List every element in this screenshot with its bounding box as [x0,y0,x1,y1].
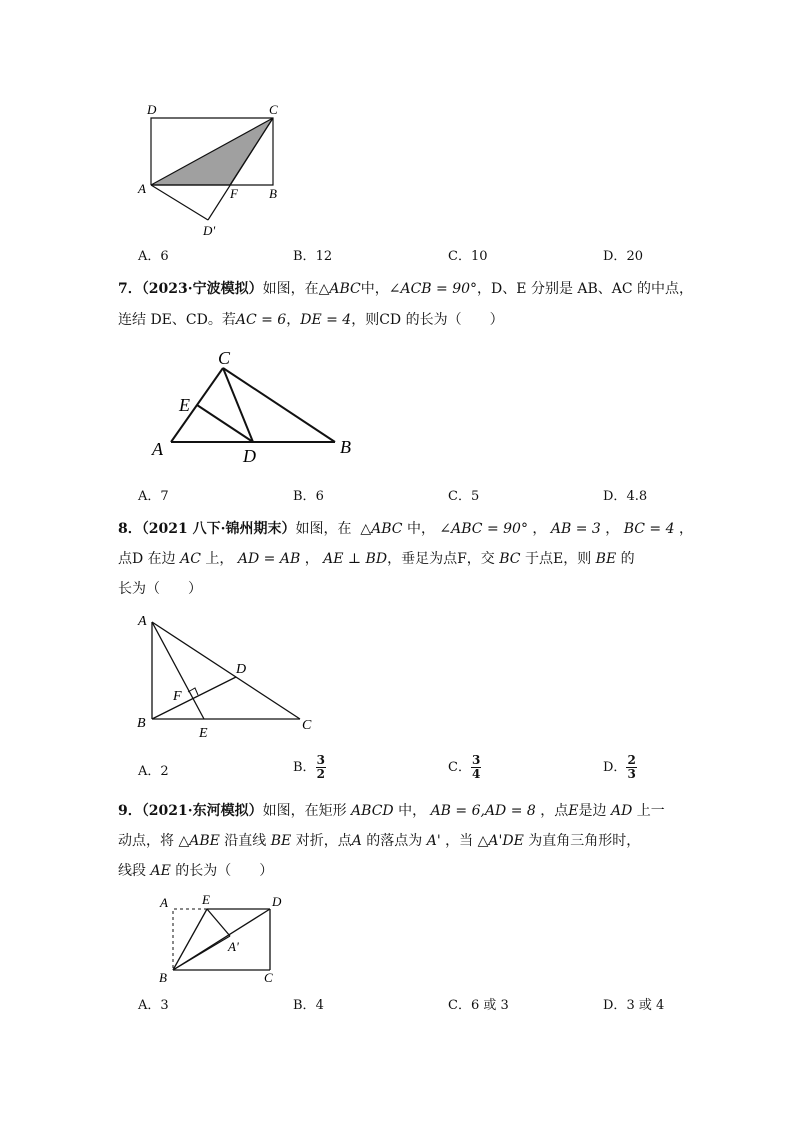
q8-stem-line1: 8．（2021 八下·锦州期末）如图，在 △ABC 中， ∠ABC = 90° ， AB = 3 ， BC = 4 ， [118,521,693,537]
q9-number: 9． [118,803,142,819]
q7-stem-line1: 7．（2023·宁波模拟）如图，在△ABC中，∠ACB = 90°，D、E 分别是 AB、AC 的中点， [118,281,694,297]
q7-label-a: A [152,439,163,459]
q9-source: （2021·东河模拟） [141,803,263,819]
q7-number: 7． [118,281,142,297]
q7-label-b: B [340,437,351,457]
q8-number: 8． [118,521,142,537]
q9-label-aprime: A' [228,939,239,954]
q8-label-e: E [199,726,208,741]
q7-label-e: E [179,395,190,415]
q8-option-b[interactable]: B． $\frac{3}{2}$ [293,753,325,781]
q7-figure [145,345,360,465]
q8-label-a: A [138,614,147,629]
q9-option-c[interactable]: C．6 或 3 [448,998,509,1013]
q6-option-d[interactable]: D．20 [603,249,643,264]
q6-fold-ad [151,185,208,220]
q9-option-b[interactable]: B．4 [293,998,324,1013]
q6-label-f: F [230,186,238,201]
q8-option-d-fraction: $\frac{2}{3}$ [627,753,636,781]
q8-segment-ae [152,622,204,719]
q6-option-c[interactable]: C．10 [448,249,488,264]
q7-option-a[interactable]: A．7 [138,489,169,504]
q9-label-b: B [159,970,167,985]
q6-option-a[interactable]: A．6 [138,249,169,264]
q7-source: （2023·宁波模拟） [141,281,263,297]
q8-option-a[interactable]: A．2 [138,764,169,779]
q8-stem-line2: 点D 在边 AC 上， AD = AB ， AE ⊥ BD，垂足为点F，交 BC 于点E，则 BE 的 [118,551,635,567]
q7-option-b[interactable]: B．6 [293,489,324,504]
q8-segment-bd [152,677,236,719]
q9-segment-be [173,909,207,970]
q9-stem-line2: 动点，将 △ABE 沿直线 BE 对折，点A 的落点为 A' ，当 △A'DE 为直角三角形时， [118,833,641,849]
q9-figure [150,888,290,988]
q9-label-c: C [264,970,273,985]
q6-label-b: B [269,186,277,201]
q8-label-c: C [302,718,312,733]
q9-label-a: A [160,895,168,910]
q9-label-e: E [202,892,210,907]
q7-side-cb [223,368,335,442]
q6-option-b[interactable]: B．12 [293,249,333,264]
q8-option-c-fraction: $\frac{3}{4}$ [471,753,481,781]
q8-figure [130,610,325,745]
q7-label-c: C [218,348,231,368]
q7-label-d: D [243,446,256,465]
q8-option-c[interactable]: C． $\frac{3}{4}$ [448,753,481,781]
q6-label-c: C [269,102,278,117]
q9-stem-line1: 9．（2021·东河模拟）如图，在矩形 ABCD 中， AB = 6,AD = 8 ，点E是边 AD 上一 [118,803,665,819]
q8-right-angle-mark [188,688,198,695]
q6-figure [130,95,300,240]
q6-shaded-triangle [151,118,273,185]
q9-option-d[interactable]: D．3 或 4 [603,998,665,1013]
q9-option-a[interactable]: A．3 [138,998,169,1013]
q9-label-d: D [272,894,282,909]
q8-label-f: F [173,689,182,704]
q7-option-c[interactable]: C．5 [448,489,480,504]
q6-label-d: D [147,102,157,117]
q6-label-a: A [138,181,146,196]
q7-stem-line2: 连结 DE、CD。若AC = 6，DE = 4，则CD 的长为（ ） [118,312,504,328]
q8-side-ac [152,622,300,719]
q8-stem-line3: 长为（ ） [118,581,202,597]
q8-option-d[interactable]: D． $\frac{2}{3}$ [603,753,636,781]
q9-segment-ea [207,909,230,936]
q8-option-b-fraction: $\frac{3}{2}$ [316,753,325,781]
q9-segment-ba [173,936,230,970]
q8-source: （2021 八下·锦州期末） [141,521,296,537]
q9-stem-line3: 线段 AE 的长为（ ） [118,863,274,879]
q8-label-b: B [137,716,146,731]
q8-label-d: D [236,662,247,677]
q7-option-d[interactable]: D．4.8 [603,489,648,504]
q6-label-dprime: D' [203,223,216,238]
